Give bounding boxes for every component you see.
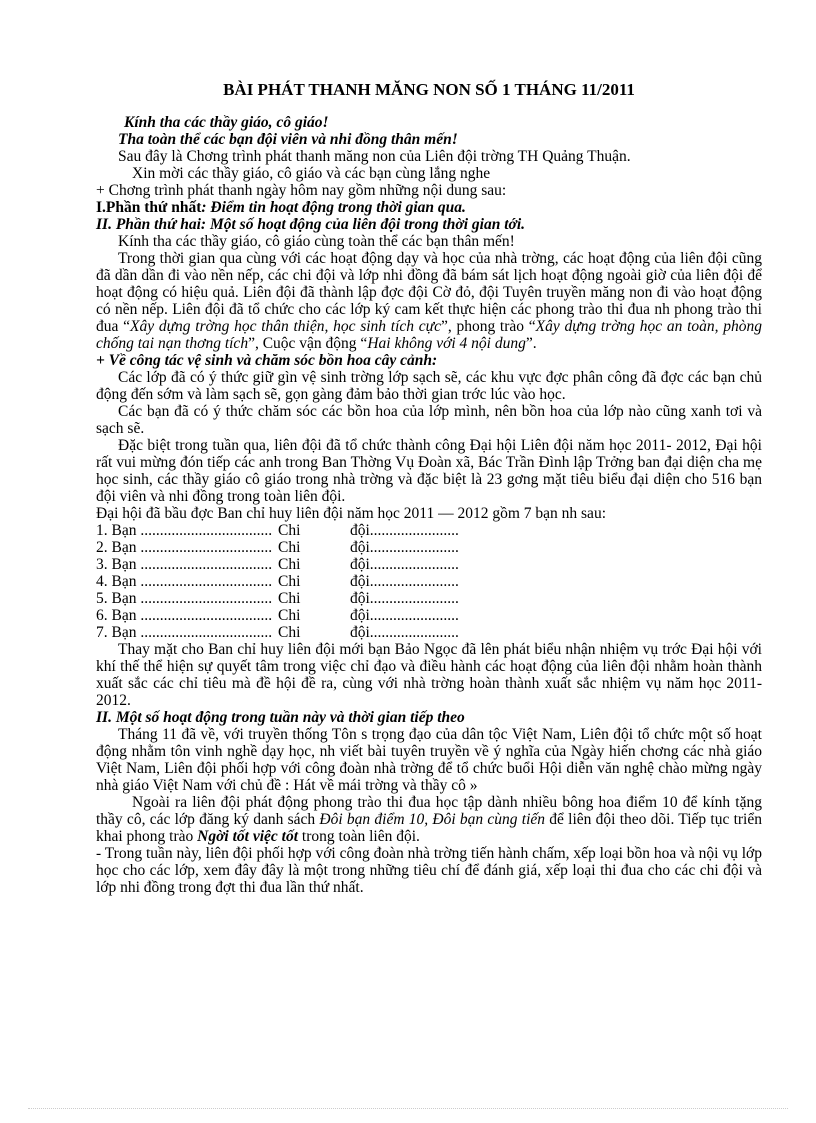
para8-text-b: để liên đội theo dõi. Tiếp tục triển khai phong trào: [96, 811, 762, 845]
paragraph-leader: Thay mặt cho Ban chỉ huy liên đội mới bạn Bảo Ngọc đã lên phát biểu nhận nhiệm vụ trớc Đại hội với khí thế thể hiện sự quyết tâm trong việc chỉ đạo và điều hành các hoạt động của liên đội nhằm hoàn thành xuất sắc các chỉ tiêu mà đề hội đề ra, cùng với nhà trờng hoàn thành xuất sắc nhiệm vụ năm học 2011-2012.: [96, 641, 762, 709]
para1-text-a: Trong thời gian qua cùng với các hoạt động dạy và học của nhà trờng, các hoạt động của liên đội cũng đã dần dần đi vào nền nếp, các chi đội và lớp nhi đồng đã bám sát lịch hoạt động ngoài giờ của liên đội để hoạt động có hiệu quả. Liên đội đã thành lập đợc đội Cờ đỏ, đội Tuyên truyền măng non đi vào hoạt động có nền nếp. Liên đội đã tổ chức cho các lớp ký cam kết thực hiện các phong trào thi đua nh phong trào thi đua “: [96, 250, 762, 335]
intro-text: Sau đây là Chơng trình phát thanh măng non của Liên đội trờng TH Quảng Thuận.: [118, 148, 631, 165]
part-one-heading: [96, 199, 762, 216]
para8-italic: Đôi bạn điểm 10, Đôi bạn cùng tiến: [319, 811, 546, 828]
section-two-heading: II. Một số hoạt động trong tuần này và thời gian tiếp theo: [96, 709, 465, 726]
paragraph-flowers: Các bạn đã có ý thức chăm sóc các bồn hoa của lớp mình, nên bồn hoa của lớp nào cũng xanh tơi và sạch sẽ.: [96, 403, 762, 437]
part-one-text: : Điểm tin hoạt động trong thời gian qua.: [201, 199, 466, 216]
list-item: 6. Bạn .................................. Chi đội.......................: [96, 607, 459, 624]
paragraph-competition: [96, 794, 762, 845]
para1-italic-2: Xây dựng trờng học an toàn, phòng chống tai nạn thơng tích: [96, 318, 763, 352]
paragraph-november: Tháng 11 đã về, với truyền thống Tôn s trọng đạo của dân tộc Việt Nam, Liên đội tổ chức một số hoạt động nhằm tôn vinh nghề dạy học, nh viết bài tuyên truyền về ý nghĩa của Ngày hiến chơng các nhà giáo Việt Nam, Liên đội phối hợp với công đoàn nhà trờng để tổ chức buổi Hội diễn văn nghệ chào mừng ngày nhà giáo Việt Nam với chủ đề : Hát về mái trờng và thầy cô »: [96, 726, 762, 794]
part-two-heading: II. Phần thứ hai: Một số hoạt động của liên đội trong thời gian tới.: [96, 216, 526, 233]
greeting-repeat: Kính tha các thầy giáo, cô giáo cùng toàn thể các bạn thân mến!: [118, 233, 515, 250]
paragraph-activities: [96, 250, 762, 352]
para1-text-c: ”, Cuộc vận động “: [248, 335, 368, 352]
para1-text-b: ”, phong trào “: [440, 318, 536, 335]
greeting-members: Tha toàn thể các bạn đội viên và nhi đồng thân mến!: [118, 131, 458, 148]
document-title: BÀI PHÁT THANH MĂNG NON SỐ 1 THÁNG 11/2011: [223, 80, 635, 99]
invite-text: Xin mời các thầy giáo, cô giáo và các bạn cùng lắng nghe: [132, 165, 491, 182]
para1-italic-1: Xây dựng trờng học thân thiện, học sinh tích cực: [130, 318, 441, 335]
hygiene-heading: + Về công tác vệ sinh và chăm sóc bồn hoa cây cảnh:: [96, 352, 438, 369]
greeting-teachers: Kính tha các thầy giáo, cô giáo!: [124, 114, 329, 131]
page-bottom-divider: [28, 1108, 788, 1109]
document-page: [96, 72, 762, 896]
list-item: 2. Bạn .................................. Chi đội.......................: [96, 539, 459, 556]
paragraph-congress: Đặc biệt trong tuần qua, liên đội đã tổ chức thành công Đại hội Liên đội năm học 2011- 2012, Đại hội rất vui mừng đón tiếp các anh trong Ban Thờng Vụ Đoàn xã, Bác Trần Đình lập Trởng ban đại diện cha mẹ học sinh, các thầy giáo cô giáo trong nhà trờng và đặc biệt là 23 gơng mặt tiêu biểu đại diện cho 516 bạn đội viên và nhi đồng trong toàn liên đội.: [96, 437, 762, 505]
paragraph-week: - Trong tuần này, liên đội phối hợp với công đoàn nhà trờng tiến hành chấm, xếp loại bồn hoa và nội vụ lớp học cho các lớp, xem đây đây là một trong những tiêu chí để đánh giá, xếp loại thi đua cho các chi đội và lớp nhi đồng trong đợt thi đua lần thứ nhất.: [96, 845, 762, 896]
para1-italic-3: Hai không với 4 nội dung: [367, 335, 526, 352]
paragraph-elected: Đại hội đã bầu đợc Ban chỉ huy liên đội năm học 2011 — 2012 gồm 7 bạn nh sau:: [96, 505, 606, 522]
para8-text-c: trong toàn liên đội.: [298, 828, 420, 845]
list-item: 5. Bạn .................................. Chi đội.......................: [96, 590, 459, 607]
list-item: 7. Bạn .................................. Chi đội.......................: [96, 624, 459, 641]
list-item: 4. Bạn .................................. Chi đội.......................: [96, 573, 459, 590]
list-item: 1. Bạn .................................. Chi đội.......................: [96, 522, 459, 539]
para8-text-a: Ngoài ra liên đội phát động phong trào thi đua học tập dành nhiều bông hoa điểm 10 để kính tặng thầy cô, các lớp đăng ký danh sách: [96, 794, 762, 828]
list-item: 3. Bạn .................................. Chi đội.......................: [96, 556, 459, 573]
paragraph-hygiene: Các lớp đã có ý thức giữ gìn vệ sinh trờng lớp sạch sẽ, các khu vực đợc phân công đã đợc các bạn chủ động đến sớm và làm sạch sẽ, gọn gàng đảm bảo thời gian trớc lúc vào học.: [96, 369, 762, 403]
para1-text-d: ”.: [525, 335, 537, 352]
elected-list: [96, 522, 762, 641]
para8-bold-italic: Ngời tốt việc tốt: [197, 828, 299, 845]
part-one-label: I.Phần thứ nhất: [96, 199, 202, 216]
program-contents: + Chơng trình phát thanh ngày hôm nay gồm những nội dung sau:: [96, 182, 507, 199]
